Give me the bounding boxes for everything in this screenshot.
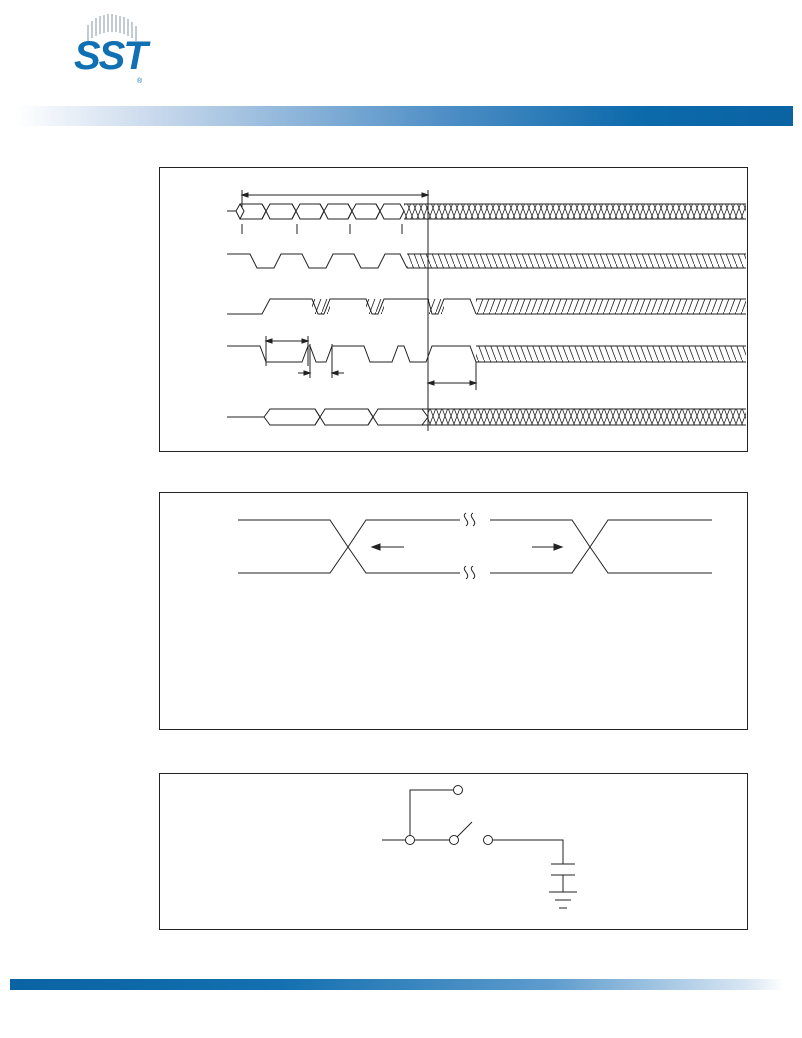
crossover-diagram <box>160 493 749 731</box>
switch-circuit <box>160 774 749 931</box>
timing-diagram <box>160 168 749 453</box>
crossover-diagram-figure <box>159 492 748 730</box>
terminal-right-icon <box>484 836 493 845</box>
terminal-top-icon <box>454 786 463 795</box>
switch-lever-icon <box>457 822 472 837</box>
footer-bar <box>10 979 785 990</box>
terminal-left-icon <box>406 836 415 845</box>
logo-wordmark: SST <box>74 34 146 78</box>
timing-diagram-figure <box>159 167 748 452</box>
registered-mark: ® <box>137 78 143 85</box>
header-bar <box>14 106 793 126</box>
switch-circuit-figure <box>159 773 748 930</box>
